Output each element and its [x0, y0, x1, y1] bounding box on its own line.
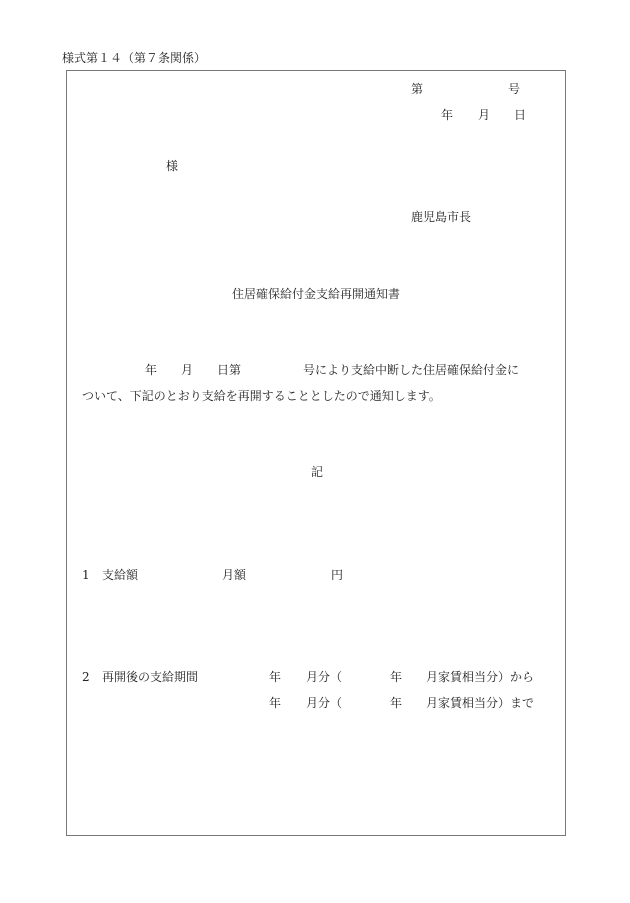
item2-row1-year: 年: [269, 670, 282, 684]
body-day-number-prefix: 日第: [217, 363, 242, 377]
item2-label: 再開後の支給期間: [102, 670, 199, 684]
issuer: 鹿児島市長: [411, 210, 472, 224]
date-month: 月: [478, 108, 491, 122]
item2-row1-rent: 月家賃相当分）: [426, 670, 511, 684]
ki-heading: 記: [311, 465, 324, 479]
item1-number: 1: [82, 568, 90, 582]
number-prefix: 第: [411, 82, 424, 96]
item2-row2-month-part: 月分（: [306, 696, 343, 710]
addressee-suffix: 様: [166, 159, 179, 173]
body-year: 年: [145, 363, 158, 377]
item2-row1-year2: 年: [390, 670, 403, 684]
item1-label: 支給額: [102, 568, 139, 582]
form-frame: [66, 70, 566, 836]
body-month: 月: [181, 363, 194, 377]
item1-monthly: 月額: [222, 568, 247, 582]
item2-row2-tail: まで: [510, 696, 535, 710]
item2-number: 2: [82, 670, 90, 684]
item1-yen: 円: [331, 568, 344, 582]
item2-row2-rent: 月家賃相当分）: [426, 696, 511, 710]
number-suffix: 号: [508, 82, 521, 96]
item2-row1-tail: から: [510, 670, 535, 684]
body-line1-rest: 号により支給中断した住居確保給付金に: [303, 363, 520, 377]
document-title: 住居確保給付金支給再開通知書: [232, 287, 401, 301]
item2-row2-year2: 年: [390, 696, 403, 710]
form-id: 様式第１４（第７条関係）: [62, 51, 207, 65]
body-line2: ついて、下記のとおり支給を再開することとしたので通知します。: [82, 389, 441, 403]
item2-row1-month-part: 月分（: [306, 670, 343, 684]
date-year: 年: [441, 108, 454, 122]
date-day: 日: [514, 108, 527, 122]
item2-row2-year: 年: [269, 696, 282, 710]
